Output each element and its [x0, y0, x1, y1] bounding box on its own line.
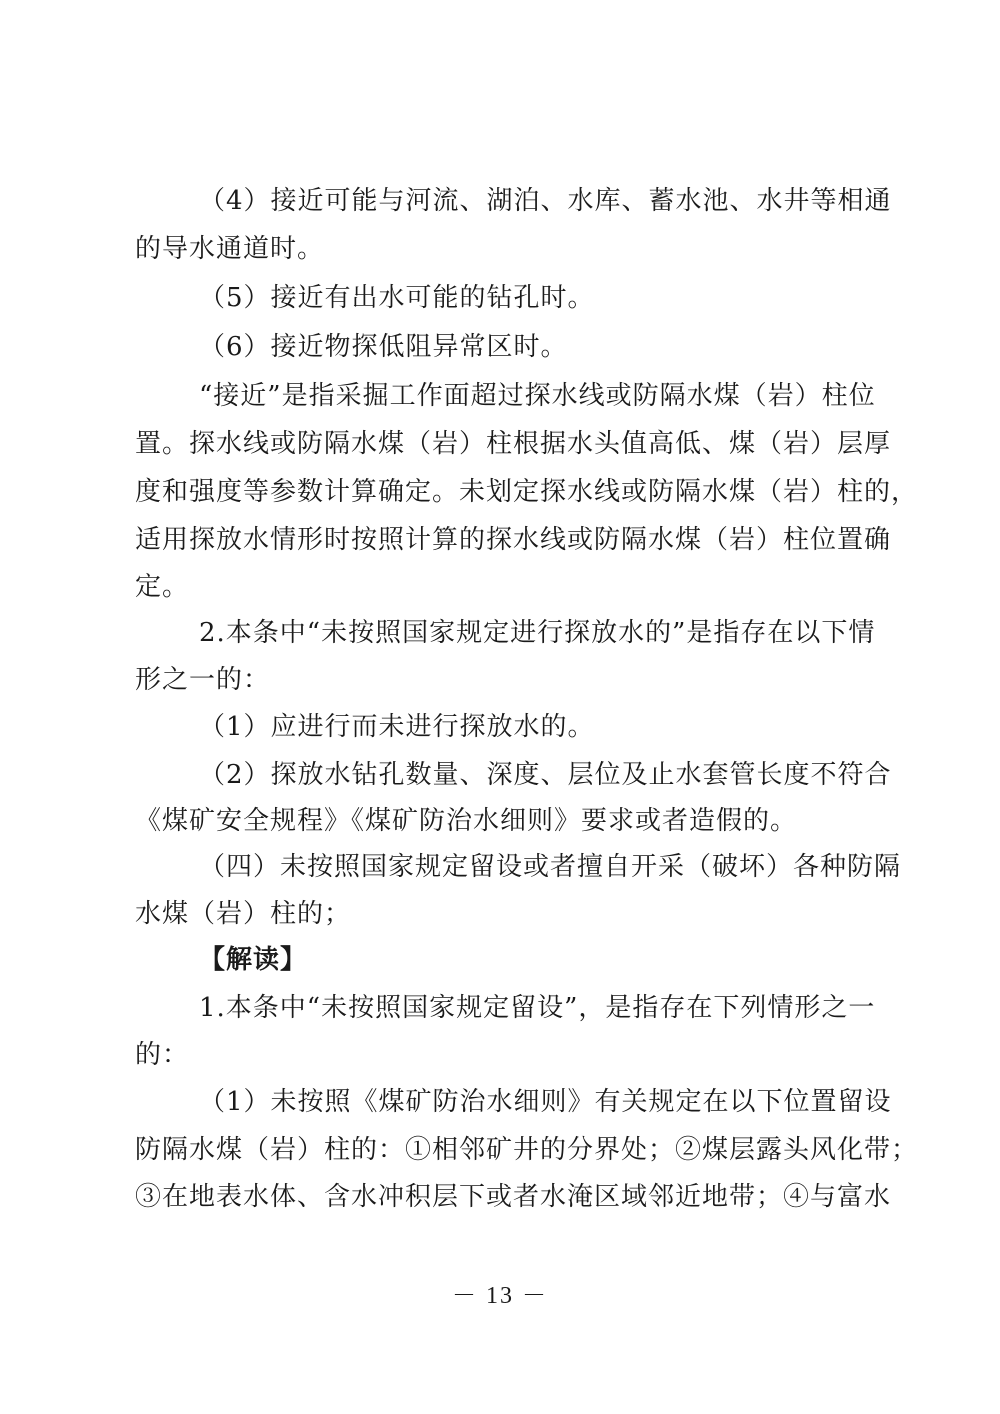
- paragraph-line: 置。探水线或防隔水煤（岩）柱根据水头值高低、煤（岩）层厚: [135, 429, 892, 459]
- paragraph-line: 防隔水煤（岩）柱的：①相邻矿井的分界处；②煤层露头风化带；: [135, 1135, 919, 1165]
- paragraph-line: 形之一的：: [135, 665, 271, 695]
- paragraph-line: 《煤矿安全规程》《煤矿防治水细则》要求或者造假的。: [135, 806, 798, 836]
- paragraph-line: 水煤（岩）柱的；: [135, 899, 352, 929]
- paragraph-line: “接近”是指采掘工作面超过探水线或防隔水煤（岩）柱位: [199, 381, 876, 411]
- paragraph-line: 度和强度等参数计算确定。未划定探水线或防隔水煤（岩）柱的，: [135, 477, 919, 507]
- paragraph-line: 1.本条中“未按照国家规定留设”，是指存在下列情形之一: [199, 993, 876, 1023]
- paragraph-line: 2.本条中“未按照国家规定进行探放水的”是指存在以下情: [199, 618, 876, 648]
- paragraph-line: （5）接近有出水可能的钻孔时。: [199, 283, 595, 313]
- paragraph-line: （2）探放水钻孔数量、深度、层位及止水套管长度不符合: [199, 760, 892, 790]
- paragraph-line: 定。: [135, 572, 190, 602]
- paragraph-line: （4）接近可能与河流、湖泊、水库、蓄水池、水井等相通: [199, 186, 892, 216]
- paragraph-line: 的导水通道时。: [135, 234, 325, 264]
- paragraph-line: 适用探放水情形时按照计算的探水线或防隔水煤（岩）柱位置确: [135, 525, 892, 555]
- paragraph-line: 的：: [135, 1040, 190, 1070]
- paragraph-line: （6）接近物探低阻异常区时。: [199, 332, 568, 362]
- section-heading: 【解读】: [199, 945, 308, 975]
- paragraph-line: ③在地表水体、含水冲积层下或者水淹区域邻近地带；④与富水: [135, 1182, 892, 1212]
- page-number: － 13 －: [452, 1283, 548, 1309]
- paragraph-line: （1）应进行而未进行探放水的。: [199, 712, 595, 742]
- paragraph-line: （四）未按照国家规定留设或者擅自开采（破坏）各种防隔: [199, 852, 902, 882]
- paragraph-line: （1）未按照《煤矿防治水细则》有关规定在以下位置留设: [199, 1087, 892, 1117]
